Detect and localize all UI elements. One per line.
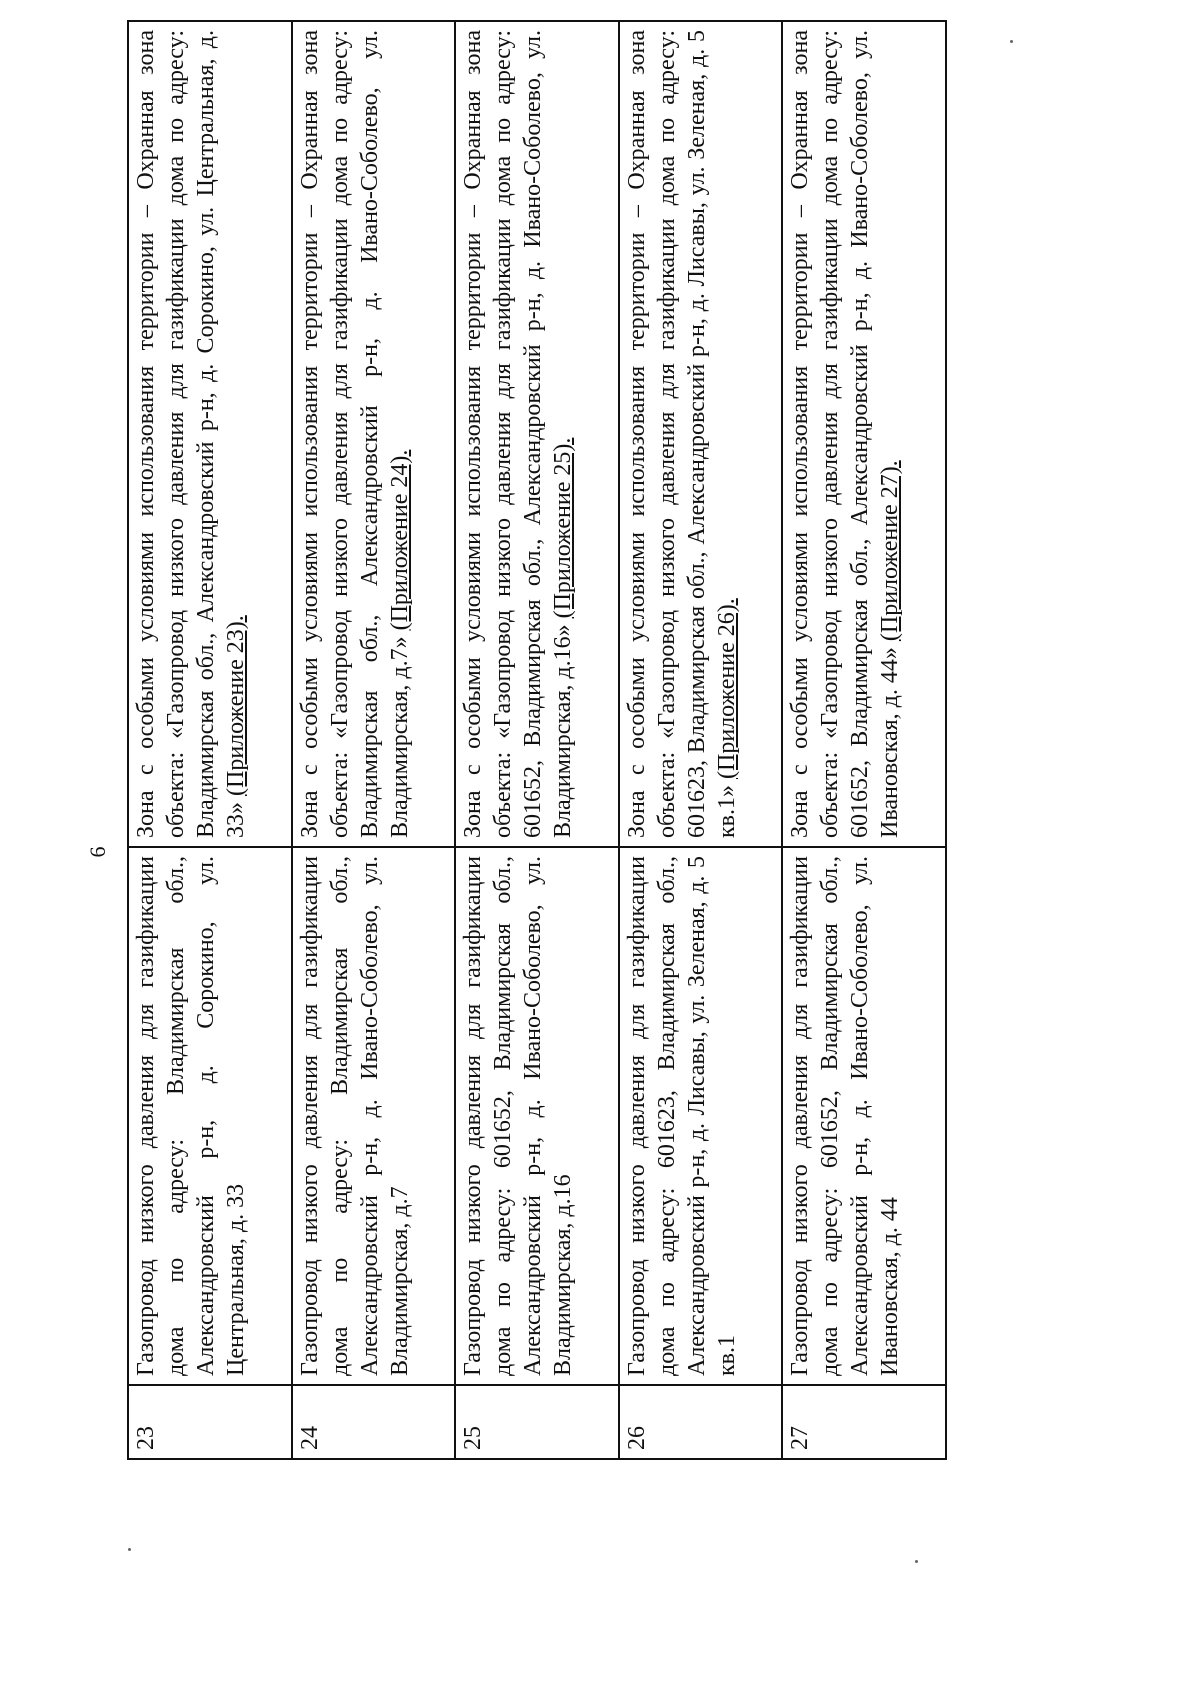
- zones-table: [127, 20, 947, 1460]
- object-description: Газопровод низкого давления для газификации дома по адресу: 601623, Владимирская обл., Александровский р-н, д. Лисавы, ул. Зеленая, д. 5 кв.1: [619, 847, 783, 1385]
- zone-text: Зона с особыми условиями использования территории – Охранная зона объекта: «Газопровод низкого давления для газификации дома по адресу: Владимирская обл., Александровский р-н, д. Сорокино, ул. Центральная, д. 33»: [133, 30, 249, 838]
- zone-description: [455, 21, 619, 847]
- row-number: 25: [455, 1385, 619, 1459]
- row-number: 27: [782, 1385, 946, 1459]
- table-row: [782, 21, 946, 1459]
- zone-text: Зона с особыми условиями использования территории – Охранная зона объекта: «Газопровод низкого давления для газификации дома по адресу: 601652, Владимирская обл., Александровский р-н, д. Ивано-Соболево, ул. Ивановская, д. 44»: [787, 30, 904, 838]
- scan-speck: [915, 1560, 918, 1563]
- appendix-reference: (Приложение 27).: [877, 460, 904, 642]
- table-row: [455, 21, 619, 1459]
- object-description: Газопровод низкого давления для газификации дома по адресу: Владимирская обл., Александровский р-н, д. Сорокино, ул. Центральная, д. 33: [128, 847, 292, 1385]
- zone-text: Зона с особыми условиями использования территории – Охранная зона объекта: «Газопровод низкого давления для газификации дома по адресу: Владимирская обл., Александровский р-н, д. Ивано-Соболево, ул. Владимирская, д.7»: [296, 30, 413, 838]
- object-description: Газопровод низкого давления для газификации дома по адресу: 601652, Владимирская обл., Александровский р-н, д. Ивано-Соболево, ул. Владимирская, д.16: [455, 847, 619, 1385]
- page-number: 6: [85, 846, 110, 858]
- scan-speck: [128, 1548, 131, 1551]
- scan-speck: [1010, 40, 1013, 43]
- table-row: [619, 21, 783, 1459]
- appendix-reference: (Приложение 26).: [713, 598, 740, 779]
- rotated-table-container: [127, 20, 947, 1460]
- zone-text: Зона с особыми условиями использования территории – Охранная зона объекта: «Газопровод низкого давления для газификации дома по адресу: 601652, Владимирская обл., Александровский р-н, д. Ивано-Соболево, ул. Владимирская, д.16»: [460, 30, 577, 838]
- zone-description: [619, 21, 783, 847]
- row-number: 24: [292, 1385, 456, 1459]
- zone-text: Зона с особыми условиями использования территории – Охранная зона объекта: «Газопровод низкого давления для газификации дома по адресу: 601623, Владимирская обл., Александровский р-н, д. Лисавы, ул. Зеленая, д. 5 кв.1»: [623, 30, 740, 838]
- object-description: Газопровод низкого давления для газификации дома по адресу: Владимирская обл., Александровский р-н, д. Ивано-Соболево, ул. Владимирская, д.7: [292, 847, 456, 1385]
- appendix-reference: (Приложение 23).: [223, 615, 249, 796]
- row-number: 23: [128, 1385, 292, 1459]
- zone-description: [782, 21, 946, 847]
- zone-description: [292, 21, 456, 847]
- table-row: [292, 21, 456, 1459]
- object-description: Газопровод низкого давления для газификации дома по адресу: 601652, Владимирская обл., Александровский р-н, д. Ивано-Соболево, ул. Ивановская, д. 44: [782, 847, 946, 1385]
- table-row: [128, 21, 292, 1459]
- row-number: 26: [619, 1385, 783, 1459]
- zone-description: [128, 21, 292, 847]
- appendix-reference: (Приложение 25).: [550, 437, 577, 619]
- appendix-reference: (Приложение 24).: [386, 449, 413, 631]
